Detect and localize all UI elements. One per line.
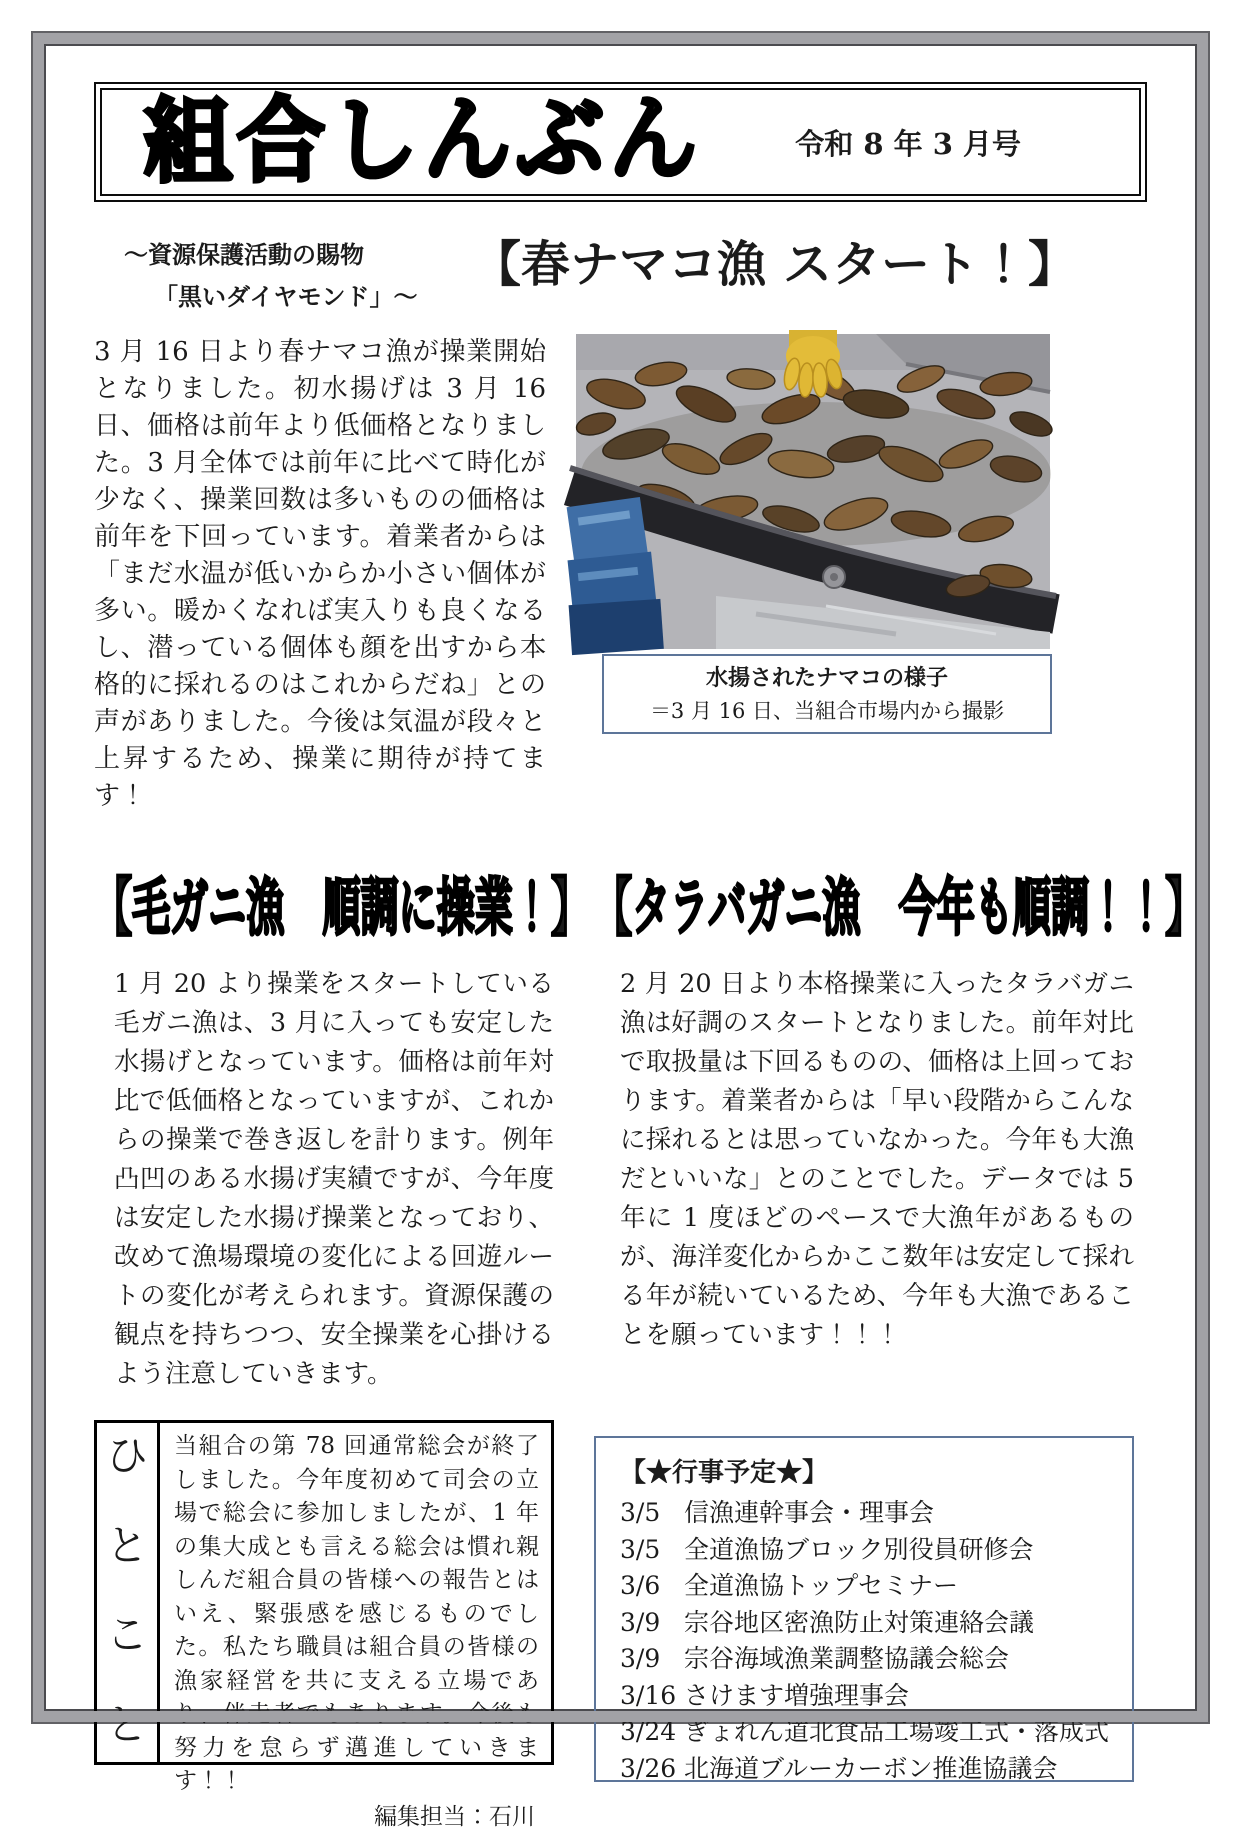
lead-header-row	[94, 234, 1147, 318]
schedule-event: さけます増強理事会	[684, 1678, 1114, 1715]
schedule-date: 3/6	[620, 1568, 684, 1605]
schedule-event: ぎょれん道北食品工場竣工式・落成式	[684, 1714, 1114, 1751]
schedule-row	[620, 1495, 1114, 1532]
schedule-event: 信漁連幹事会・理事会	[684, 1495, 1114, 1532]
crab-articles-row	[94, 965, 1147, 1394]
issue-date-label: 令和 8 年 3 月号	[795, 122, 1021, 163]
lead-kicker	[94, 234, 472, 318]
masthead-box	[94, 82, 1147, 202]
schedule-row	[620, 1605, 1114, 1642]
schedule-date: 3/9	[620, 1641, 684, 1678]
schedule-row	[620, 1678, 1114, 1715]
schedule-date: 3/16	[620, 1678, 684, 1715]
schedule-event: 全道漁協トップセミナー	[684, 1568, 1114, 1605]
kegani-headline: 【毛ガニ漁 順調に操業！】	[94, 878, 434, 941]
schedule-date: 3/5	[620, 1495, 684, 1532]
lead-headline: 【春ナマコ漁 スタート！】	[472, 238, 1077, 318]
hitokoto-char: こ	[106, 1614, 148, 1656]
schedule-row	[620, 1641, 1114, 1678]
hitokoto-body: 当組合の第 78 回通常総会が終了しました。今年度初めて司会の立場で総会に参加しましたが、1 年の集大成とも言える総会は慣れ親しんだ組合員の皆様への報告とはいえ、緊張感を感じるものでした。私たち職員は組合員の皆様の漁家経営を共に支える立場であり、伴走者でもあります。今後も努力を怠らず邁進していきます！！	[174, 1433, 539, 1794]
photo-caption-title: 水揚されたナマコの様子	[608, 661, 1046, 692]
hitokoto-char: と	[106, 1704, 148, 1746]
taraba-headline: 【タラバガニ漁 今年も順調！！】	[594, 878, 1203, 941]
hitokoto-char: と	[106, 1525, 148, 1567]
schedule-row	[620, 1532, 1114, 1569]
schedule-event: 宗谷海域漁業調整協議会総会	[684, 1641, 1114, 1678]
schedule-event: 宗谷地区密漁防止対策連絡会議	[684, 1605, 1114, 1642]
kicker-line1: ～資源保護活動の賜物	[124, 241, 364, 269]
schedule-event: 北海道ブルーカーボン推進協議会	[684, 1751, 1114, 1788]
newsletter-page	[44, 44, 1197, 1711]
schedule-event: 全道漁協ブロック別役員研修会	[684, 1532, 1114, 1569]
hitokoto-char: ひ	[106, 1435, 148, 1477]
lead-article-body: 3 月 16 日より春ナマコ漁が操業開始となりました。初水揚げは 3 月 16 日、価格は前年より低価格となりました。3 月全体では前年に比べて時化が少なく、操業回数は多いものの価格は前年を下回っています。着業者からは「まだ水温が低いからか小さい個体が多い。暖かくなれば実入りも良くなるし、潜っている個体も顔を出すから本格的に採れるのはこれからだね」との声がありました。今後は気温が段々と上昇するため、操業に期待が持てます！	[94, 334, 546, 815]
schedule-title: 【★行事予定★】	[620, 1452, 1114, 1489]
photo-caption-credit: ＝3 月 16 日、当組合市場内から撮影	[608, 695, 1046, 725]
kicker-line2: 「黒いダイヤモンド」～	[124, 276, 472, 318]
hitokoto-text	[160, 1423, 551, 1762]
hitokoto-vertical-label	[97, 1423, 160, 1762]
schedule-date: 3/5	[620, 1532, 684, 1569]
bottom-row	[94, 1420, 1147, 1782]
schedule-date: 3/26	[620, 1751, 684, 1788]
schedule-row	[620, 1751, 1114, 1788]
lead-section	[94, 334, 1147, 815]
taraba-article-body: 2 月 20 日より本格操業に入ったタラバガニ漁は好調のスタートとなりました。前年対比で取扱量は下回るものの、価格は上回っております。着業者からは「早い段階からこんなに採れるとは思っていなかった。今年も大漁だといいな」とのことでした。データでは 5 年に 1 度ほどのペースで大漁年があるものが、海洋変化からかここ数年は安定して採れる年が続いているため、今年も大漁であることを願っています！！！	[594, 965, 1134, 1394]
lead-photo-column	[576, 334, 1050, 815]
editor-signature: 編集担当：石川	[174, 1801, 539, 1834]
schedule-date: 3/24	[620, 1714, 684, 1751]
schedule-row	[620, 1714, 1114, 1751]
schedule-row	[620, 1568, 1114, 1605]
kegani-article-body: 1 月 20 より操業をスタートしている毛ガニ漁は、3 月に入っても安定した水揚げとなっています。価格は前年対比で低価格となっていますが、これからの操業で巻き返しを計ります。例年凸凹のある水揚げ実績ですが、今年度は安定した水揚げ操業となっており、改めて漁場環境の変化による回遊ルートの変化が考えられます。資源保護の観点を持ちつつ、安全操業を心掛けるよう注意していきます。	[94, 965, 554, 1394]
schedule-date: 3/9	[620, 1605, 684, 1642]
crab-headlines-row	[94, 881, 1147, 937]
sea-cucumber-photo	[576, 334, 1050, 649]
event-schedule-box	[594, 1436, 1134, 1782]
hitokoto-column-box	[94, 1420, 554, 1765]
photo-caption-box	[602, 654, 1052, 734]
newsletter-title: 組合しんぶん	[144, 93, 702, 188]
